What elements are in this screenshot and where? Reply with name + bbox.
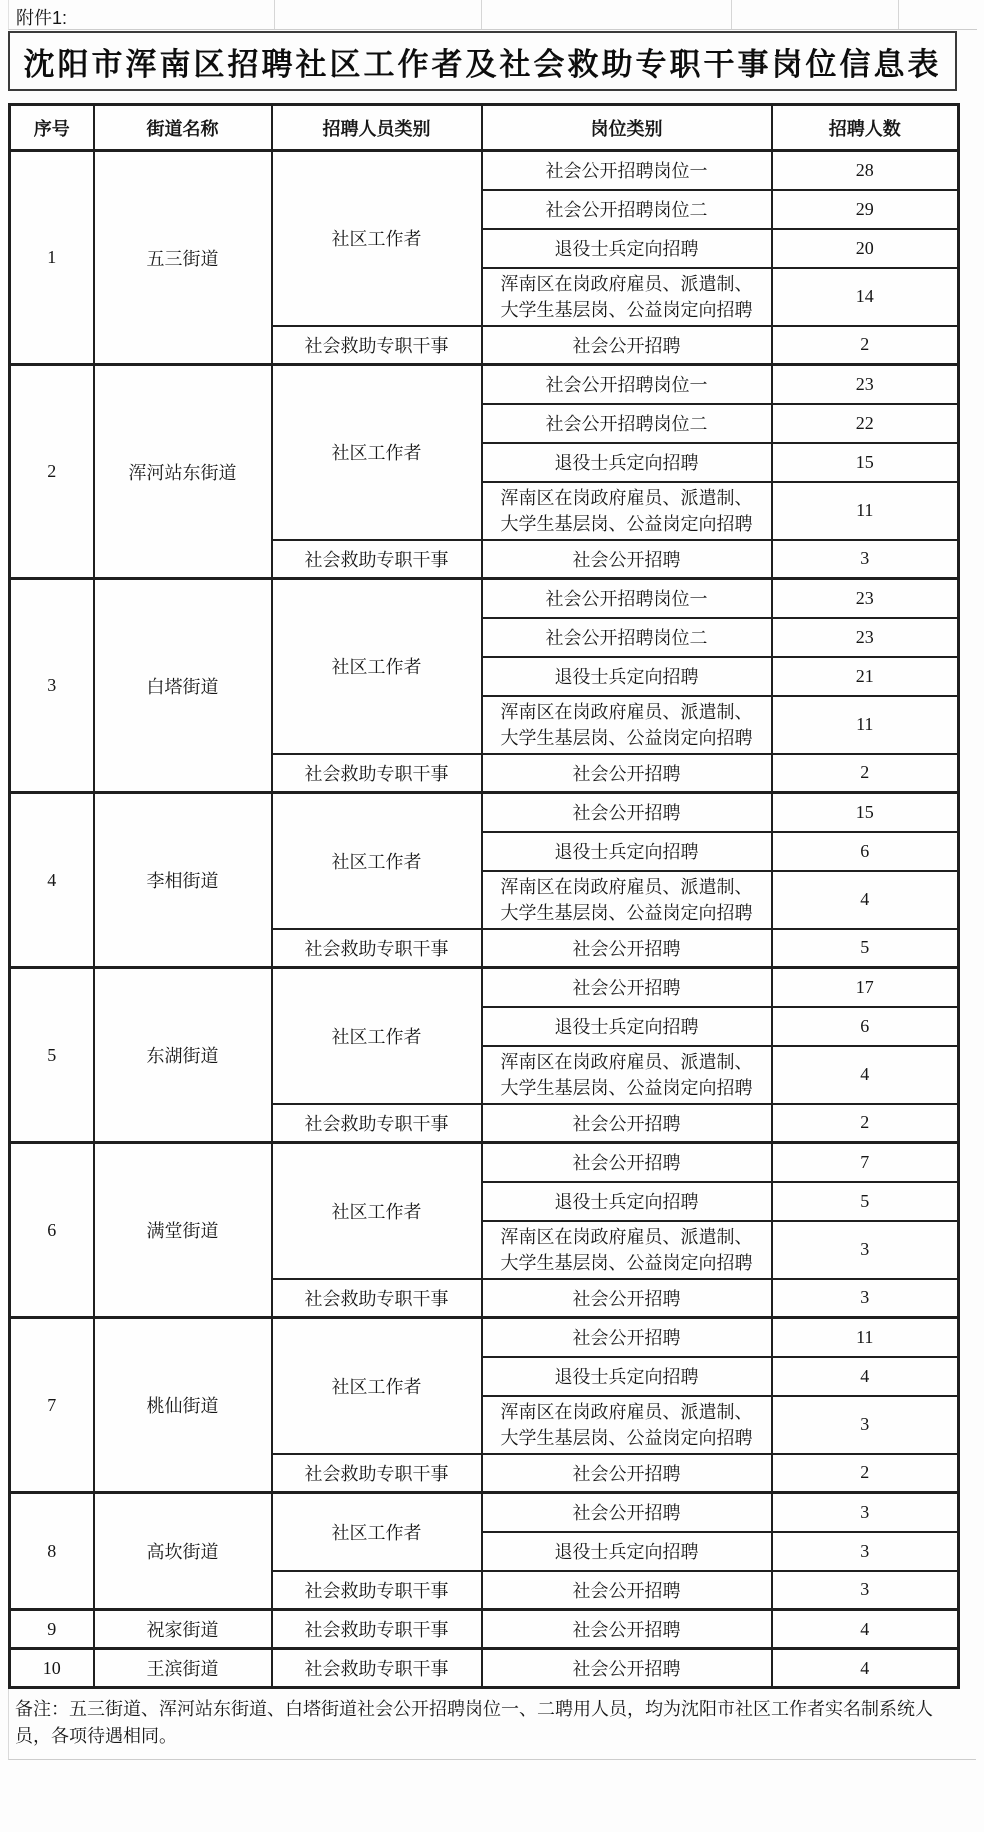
- position-category-cell: 社会公开招聘: [482, 1610, 772, 1649]
- table-row: [10, 579, 959, 618]
- recruit-count-cell: 2: [772, 1454, 959, 1493]
- recruit-count-cell: 11: [772, 482, 959, 540]
- recruit-count-cell: 6: [772, 832, 959, 871]
- street-name-cell: 祝家街道: [94, 1610, 272, 1649]
- row-number-cell: 7: [10, 1318, 94, 1493]
- personnel-category-cell: 社会救助专职干事: [272, 929, 482, 968]
- position-category-cell: 社会公开招聘: [482, 1571, 772, 1610]
- table-row: [10, 1318, 959, 1357]
- recruit-count-cell: 4: [772, 871, 959, 929]
- position-category-cell: 社会公开招聘: [482, 1493, 772, 1532]
- position-category-cell: 社会公开招聘: [482, 1104, 772, 1143]
- recruit-count-cell: 3: [772, 1532, 959, 1571]
- position-category-cell: 退役士兵定向招聘: [482, 832, 772, 871]
- personnel-category-cell: 社区工作者: [272, 365, 482, 540]
- row-number-cell: 9: [10, 1610, 94, 1649]
- position-category-cell: 社会公开招聘: [482, 793, 772, 832]
- recruit-count-cell: 3: [772, 540, 959, 579]
- recruit-count-cell: 22: [772, 404, 959, 443]
- recruit-count-cell: 28: [772, 151, 959, 190]
- personnel-category-cell: 社会救助专职干事: [272, 1279, 482, 1318]
- street-name-cell: 桃仙街道: [94, 1318, 272, 1493]
- position-category-cell: 退役士兵定向招聘: [482, 1182, 772, 1221]
- personnel-category-cell: 社会救助专职干事: [272, 1454, 482, 1493]
- recruit-count-cell: 20: [772, 229, 959, 268]
- recruit-count-cell: 4: [772, 1649, 959, 1688]
- position-category-cell: 浑南区在岗政府雇员、派遣制、大学生基层岗、公益岗定向招聘: [482, 696, 772, 754]
- recruit-count-cell: 21: [772, 657, 959, 696]
- table-row: [10, 1143, 959, 1182]
- position-category-cell: 浑南区在岗政府雇员、派遣制、大学生基层岗、公益岗定向招聘: [482, 1396, 772, 1454]
- position-category-cell: 社会公开招聘: [482, 929, 772, 968]
- street-name-cell: 浑河站东街道: [94, 365, 272, 579]
- personnel-category-cell: 社会救助专职干事: [272, 540, 482, 579]
- table-row: [10, 1649, 959, 1688]
- personnel-category-cell: 社会救助专职干事: [272, 1571, 482, 1610]
- position-category-cell: 浑南区在岗政府雇员、派遣制、大学生基层岗、公益岗定向招聘: [482, 1046, 772, 1104]
- cell-divider: [898, 0, 899, 29]
- recruit-count-cell: 23: [772, 618, 959, 657]
- recruit-count-cell: 5: [772, 929, 959, 968]
- column-header: 街道名称: [94, 105, 272, 151]
- recruit-count-cell: 2: [772, 754, 959, 793]
- row-number-cell: 10: [10, 1649, 94, 1688]
- personnel-category-cell: 社会救助专职干事: [272, 1104, 482, 1143]
- recruit-count-cell: 29: [772, 190, 959, 229]
- recruit-count-cell: 3: [772, 1221, 959, 1279]
- position-category-cell: 浑南区在岗政府雇员、派遣制、大学生基层岗、公益岗定向招聘: [482, 1221, 772, 1279]
- position-category-cell: 社会公开招聘岗位二: [482, 618, 772, 657]
- personnel-category-cell: 社会救助专职干事: [272, 1610, 482, 1649]
- column-header: 招聘人数: [772, 105, 959, 151]
- cell-divider: [274, 0, 275, 29]
- position-category-cell: 社会公开招聘: [482, 540, 772, 579]
- position-category-cell: 社会公开招聘: [482, 326, 772, 365]
- recruit-count-cell: 17: [772, 968, 959, 1007]
- position-category-cell: 社会公开招聘: [482, 968, 772, 1007]
- position-category-cell: 社会公开招聘: [482, 1143, 772, 1182]
- remarks-note: 备注：五三街道、浑河站东街道、白塔街道社会公开招聘岗位一、二聘用人员，均为沈阳市社区工作者实名制系统人员，各项待遇相同。: [8, 1689, 976, 1760]
- row-number-cell: 6: [10, 1143, 94, 1318]
- street-name-cell: 白塔街道: [94, 579, 272, 793]
- row-number-cell: 3: [10, 579, 94, 793]
- row-number-cell: 1: [10, 151, 94, 365]
- position-category-cell: 浑南区在岗政府雇员、派遣制、大学生基层岗、公益岗定向招聘: [482, 482, 772, 540]
- position-category-cell: 浑南区在岗政府雇员、派遣制、大学生基层岗、公益岗定向招聘: [482, 871, 772, 929]
- recruit-count-cell: 15: [772, 443, 959, 482]
- personnel-category-cell: 社区工作者: [272, 1143, 482, 1279]
- recruit-count-cell: 7: [772, 1143, 959, 1182]
- personnel-category-cell: 社区工作者: [272, 793, 482, 929]
- recruit-count-cell: 23: [772, 579, 959, 618]
- column-header: 招聘人员类别: [272, 105, 482, 151]
- cell-divider: [481, 0, 482, 29]
- recruit-count-cell: 4: [772, 1046, 959, 1104]
- position-category-cell: 社会公开招聘: [482, 1454, 772, 1493]
- recruit-count-cell: 3: [772, 1571, 959, 1610]
- table-row: [10, 151, 959, 190]
- recruit-count-cell: 3: [772, 1493, 959, 1532]
- recruit-count-cell: 15: [772, 793, 959, 832]
- table-title-box: [8, 31, 957, 91]
- recruitment-table: [8, 103, 960, 1689]
- column-header: 序号: [10, 105, 94, 151]
- position-category-cell: 退役士兵定向招聘: [482, 1532, 772, 1571]
- position-category-cell: 社会公开招聘: [482, 754, 772, 793]
- recruit-count-cell: 14: [772, 268, 959, 326]
- recruit-count-cell: 5: [772, 1182, 959, 1221]
- street-name-cell: 王滨街道: [94, 1649, 272, 1688]
- position-category-cell: 社会公开招聘: [482, 1318, 772, 1357]
- cell-divider: [731, 0, 732, 29]
- row-number-cell: 8: [10, 1493, 94, 1610]
- position-category-cell: 退役士兵定向招聘: [482, 657, 772, 696]
- table-row: [10, 365, 959, 404]
- position-category-cell: 社会公开招聘岗位二: [482, 404, 772, 443]
- table-row: [10, 1493, 959, 1532]
- personnel-category-cell: 社会救助专职干事: [272, 326, 482, 365]
- personnel-category-cell: 社会救助专职干事: [272, 754, 482, 793]
- attachment-label: 附件1:: [16, 8, 68, 28]
- table-row: [10, 968, 959, 1007]
- recruit-count-cell: 2: [772, 1104, 959, 1143]
- header-row: [10, 105, 959, 151]
- position-category-cell: 退役士兵定向招聘: [482, 229, 772, 268]
- street-name-cell: 五三街道: [94, 151, 272, 365]
- position-category-cell: 退役士兵定向招聘: [482, 1007, 772, 1046]
- street-name-cell: 满堂街道: [94, 1143, 272, 1318]
- recruit-count-cell: 2: [772, 326, 959, 365]
- recruit-count-cell: 4: [772, 1357, 959, 1396]
- row-number-cell: 2: [10, 365, 94, 579]
- position-category-cell: 社会公开招聘岗位一: [482, 151, 772, 190]
- personnel-category-cell: 社会救助专职干事: [272, 1649, 482, 1688]
- row-number-cell: 5: [10, 968, 94, 1143]
- street-name-cell: 东湖街道: [94, 968, 272, 1143]
- recruit-count-cell: 3: [772, 1396, 959, 1454]
- position-category-cell: 社会公开招聘岗位二: [482, 190, 772, 229]
- recruit-count-cell: 3: [772, 1279, 959, 1318]
- position-category-cell: 社会公开招聘: [482, 1649, 772, 1688]
- position-category-cell: 社会公开招聘岗位一: [482, 365, 772, 404]
- page-title: 沈阳市浑南区招聘社区工作者及社会救助专职干事岗位信息表: [23, 46, 942, 82]
- position-category-cell: 社会公开招聘岗位一: [482, 579, 772, 618]
- personnel-category-cell: 社区工作者: [272, 151, 482, 326]
- row-number-cell: 4: [10, 793, 94, 968]
- position-category-cell: 浑南区在岗政府雇员、派遣制、大学生基层岗、公益岗定向招聘: [482, 268, 772, 326]
- recruit-count-cell: 6: [772, 1007, 959, 1046]
- position-category-cell: 退役士兵定向招聘: [482, 443, 772, 482]
- table-row: [10, 1610, 959, 1649]
- personnel-category-cell: 社区工作者: [272, 1493, 482, 1571]
- position-category-cell: 社会公开招聘: [482, 1279, 772, 1318]
- street-name-cell: 高坎街道: [94, 1493, 272, 1610]
- recruit-count-cell: 4: [772, 1610, 959, 1649]
- street-name-cell: 李相街道: [94, 793, 272, 968]
- spreadsheet-top-row: [8, 0, 977, 30]
- column-header: 岗位类别: [482, 105, 772, 151]
- recruit-count-cell: 11: [772, 696, 959, 754]
- personnel-category-cell: 社区工作者: [272, 1318, 482, 1454]
- position-category-cell: 退役士兵定向招聘: [482, 1357, 772, 1396]
- personnel-category-cell: 社区工作者: [272, 579, 482, 754]
- table-row: [10, 793, 959, 832]
- personnel-category-cell: 社区工作者: [272, 968, 482, 1104]
- recruit-count-cell: 11: [772, 1318, 959, 1357]
- recruit-count-cell: 23: [772, 365, 959, 404]
